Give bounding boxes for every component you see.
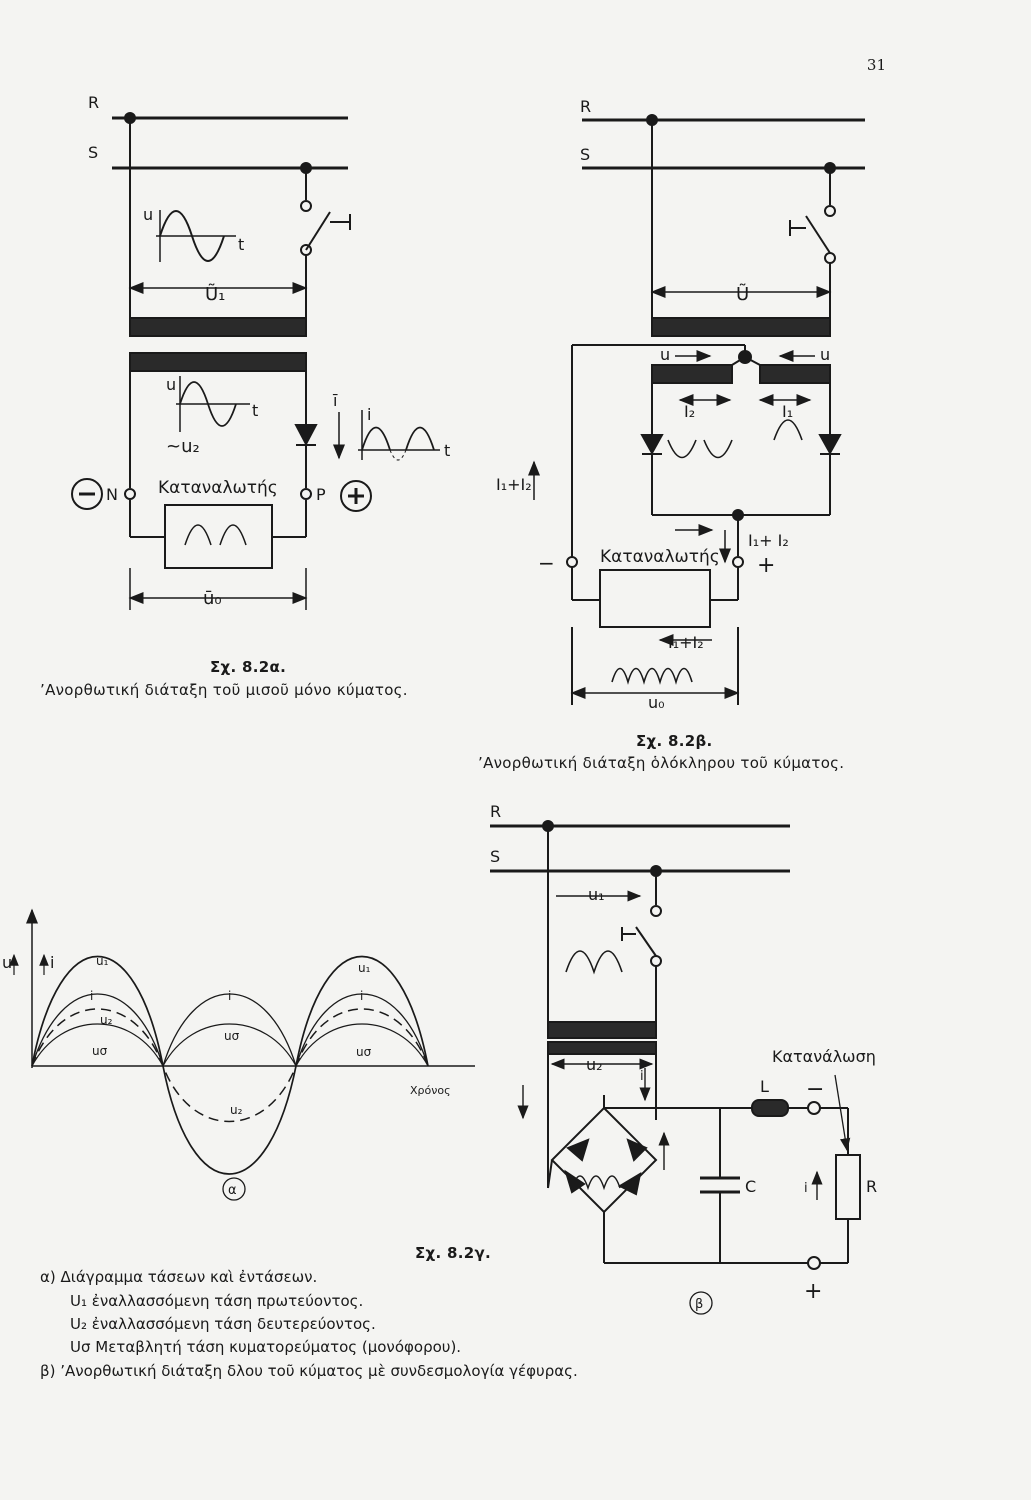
fig-8-2a-circuit [72,113,440,610]
i-curve-label-1: i [90,989,94,1003]
graph-u-axis-label: u [2,953,13,972]
bus-s-label-b: S [580,145,591,164]
legend-line-us: Uσ Μεταβλητή τάση κυματορεύματος (μονόφορου). [70,1338,462,1356]
minus-terminal-c: − [806,1077,825,1102]
legend-line-b: β) ’Ανορθωτική διάταξη δλου τοῦ κύματος μὲ συνδεσμολογία γέφυρας. [40,1362,578,1380]
i1-label-b: I₁ [782,402,794,421]
i2-label-b: I₂ [684,402,696,421]
u2-curve-label-2: u₂ [230,1103,243,1117]
u-right-label-b: u [820,345,831,364]
i-curve-label-3: i [360,989,364,1003]
u1-curve-label-1: u₁ [96,954,109,968]
secondary-t-label-a: t [252,401,259,420]
inductor-label: L [760,1077,769,1096]
resistor-label: R [866,1177,878,1196]
current-label-c: i [640,1069,644,1084]
secondary-voltage-label-a: ~u₂ [166,436,200,457]
current-t-label-a: t [444,441,451,460]
graph-i-axis-label: i [50,953,55,972]
current-label-a: i [367,405,372,424]
plus-terminal-b: + [757,553,776,578]
minus-terminal-b: − [538,551,555,575]
circuit-marker-beta: β [695,1297,704,1312]
i-curve-label-2: i [228,989,232,1003]
bus-s-label-c: S [490,847,501,866]
fig-8-2a-caption-text: ’Ανορθωτική διάταξη τοῦ μισοῦ μόνο κύματος. [40,681,408,699]
legend-line-u2: U₂ ἐναλλασσόμενη τάση δευτερεύοντος. [70,1315,376,1333]
primary-voltage-label-b: Ũ [736,284,750,305]
bus-s-label-a: S [88,143,99,162]
output-voltage-label-b: u₀ [648,693,665,712]
time-axis-label: Χρόνος [410,1084,451,1097]
sum-current-bottom-label: I₁+I₂ [668,633,704,652]
sum-current-side-label: I₁+I₂ [496,475,532,494]
terminal-p-label: P [316,485,326,504]
u-left-label-b: u [660,345,671,364]
legend-line-u1: U₁ ἐναλλασσόμενη τάση πρωτεύοντος. [70,1292,364,1310]
fig-8-2c-caption-title: Σχ. 8.2γ. [415,1244,492,1262]
fig-8-2c-bridge-circuit [490,821,860,1314]
u1-curve-label-3: u₁ [358,961,371,975]
bus-r-label-b: R [580,97,592,116]
u-axis-label-a: u [143,205,154,224]
primary-voltage-label-a: Ũ₁ [205,284,226,305]
fig-8-2c-graph [14,910,475,1200]
graph-marker-alpha: α [228,1183,237,1198]
bus-r-label-c: R [490,802,502,821]
terminal-n-label: N [106,485,118,504]
primary-voltage-label-c: u₁ [588,885,605,904]
load-current-label-c: i [804,1181,808,1196]
us-curve-label-1: uσ [92,1044,108,1058]
secondary-u-label-a: u [166,375,177,394]
secondary-voltage-label-c: u₂ [586,1055,603,1074]
consumption-label: Κατανάλωση [772,1047,876,1066]
page-number: 31 [866,56,886,74]
output-voltage-label-a: ū₀ [203,588,222,609]
fig-8-2b-caption-title: Σχ. 8.2β. [636,732,713,750]
us-curve-label-2: uσ [224,1029,240,1043]
plus-terminal-c: + [804,1279,823,1304]
legend-line-a: α) Διάγραμμα τάσεων καὶ ἐντάσεων. [40,1268,318,1286]
fig-8-2b-circuit [534,115,865,705]
sum-current-right-label: I₁+ I₂ [748,531,789,550]
load-label-a: Καταναλωτής [158,478,278,498]
load-label-b: Καταναλωτής [600,547,720,567]
mean-current-label-a: ī [333,391,338,410]
bus-r-label-a: R [88,93,100,112]
fig-8-2a-caption-title: Σχ. 8.2α. [210,658,287,676]
t-axis-label-a: t [238,235,245,254]
fig-8-2b-caption-text: ’Ανορθωτική διάταξη ὁλόκληρου τοῦ κύματος. [478,754,845,772]
capacitor-label: C [745,1177,757,1196]
u2-curve-label-1: u₂ [100,1013,113,1027]
us-curve-label-3: uσ [356,1045,372,1059]
